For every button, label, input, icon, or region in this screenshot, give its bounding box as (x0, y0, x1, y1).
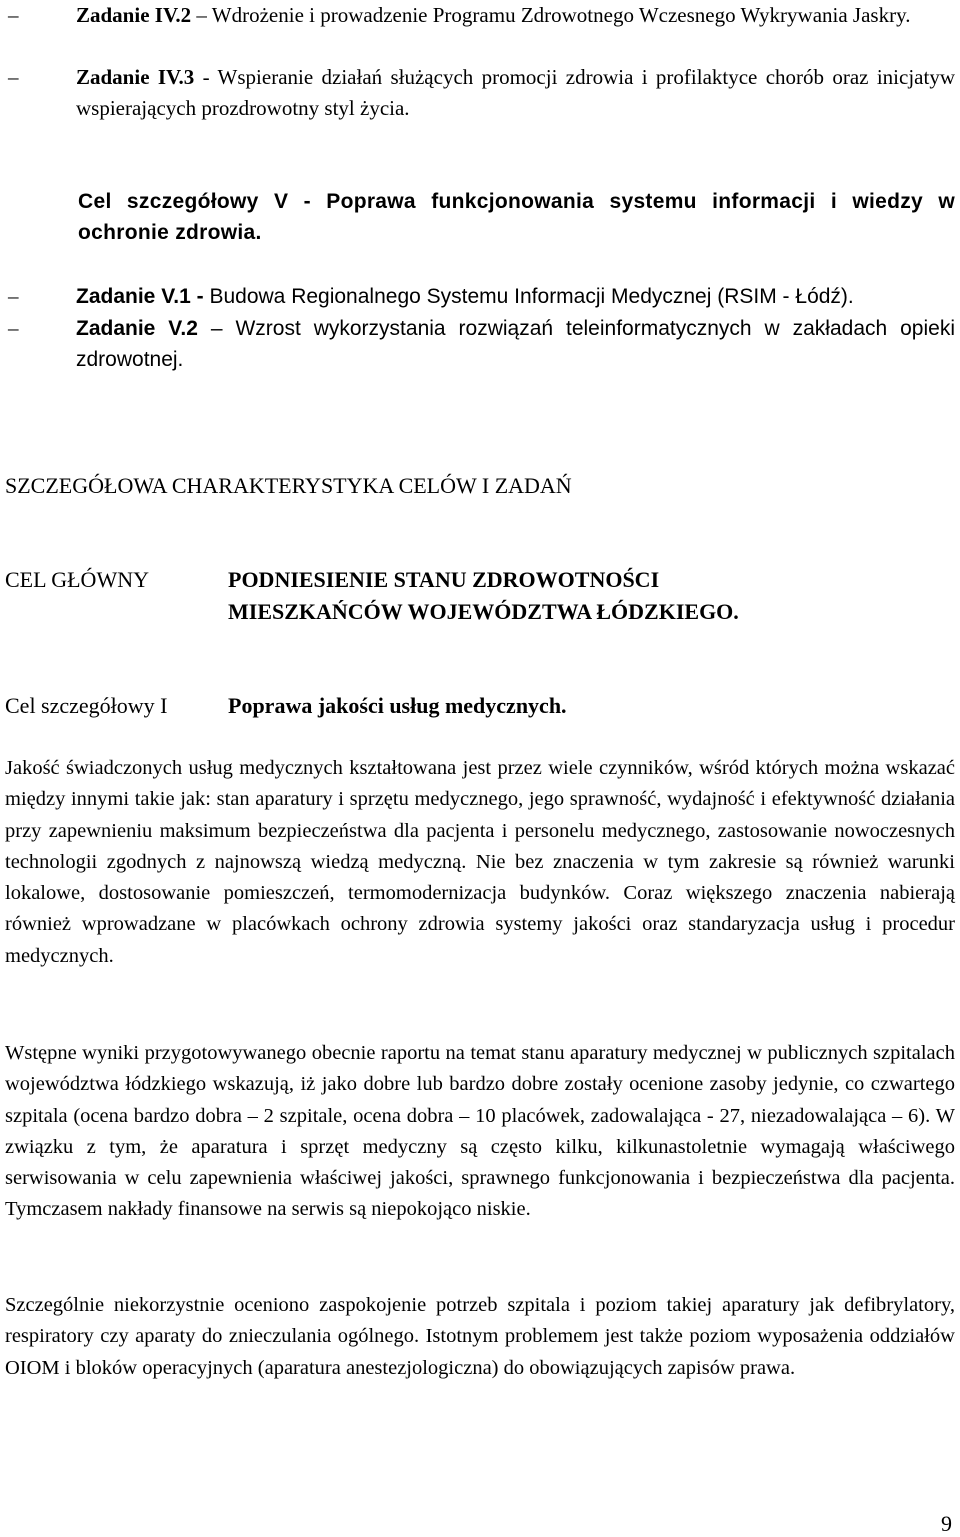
paragraph-3: Szczególnie niekorzystnie oceniono zaspokojenie potrzeb szpitala i poziom takiej aparatury jak defibrylatory, respiratory czy aparaty do znieczulania ogólnego. Istotnym problemem jest także poziom wyposażenia oddziałów OIOM i bloków operacyjnych (aparatura anestezjologiczna) do obowiązujących zapisów prawa. (5, 1294, 955, 1379)
task-separator: - (194, 65, 218, 89)
task-label: Zadanie IV.2 (76, 3, 192, 27)
page-number: 9 (941, 1511, 952, 1536)
cel-szczegolowy-i-label: Cel szczegółowy I (5, 693, 168, 718)
section-title: SZCZEGÓŁOWA CHARAKTERYSTYKA CELÓW I ZADAŃ (5, 473, 572, 498)
cel-glowny-label: CEL GŁÓWNY (5, 567, 149, 592)
task-separator: – (197, 317, 236, 340)
paragraph-1: Jakość świadczonych usług medycznych kształtowana jest przez wiele czynników, wśród których można wskazać między innymi takie jak: stan aparatury i sprzętu medycznego, jego sprawność, wydajność i efektywność działania przy zapewnieniu maksimum bezpieczeństwa dla pacjenta i personelu medycznego, zastosowanie nowoczesnych technologii zgodnych z najnowszą wiedzą medyczną. Nie bez znaczenia w tym zakresie są również warunki lokalowe, dostosowanie pomieszczeń, termomodernizacja budynków. Coraz większego znaczenia nabierają również wprowadzane w placówkach ochrony zdrowia systemy jakości oraz standaryzacja usług i procedur medycznych. (5, 757, 955, 967)
task-label: Zadanie V.1 (76, 285, 191, 308)
cel-glowny-line-2: MIESZKAŃCÓW WOJEWÓDZTWA ŁÓDZKIEGO. (228, 599, 739, 624)
task-label: Zadanie IV.3 (76, 65, 195, 89)
bullet-zadanie-v-2 (0, 313, 955, 375)
task-label: Zadanie V.2 (76, 317, 198, 340)
bullet-zadanie-iv-3 (0, 62, 955, 124)
task-text: Wdrożenie i prowadzenie Programu Zdrowotnego Wczesnego Wykrywania Jaskry. (211, 3, 911, 27)
task-separator: - (190, 285, 210, 308)
cel-szczegolowy-i-text: Poprawa jakości usług medycznych. (228, 693, 567, 718)
bullet-zadanie-v-1 (0, 281, 955, 312)
bullet-dash: – (8, 65, 19, 89)
task-text: Wspieranie działań służących promocji zdrowia i profilaktyce chorób oraz inicjatyw wspierających prozdrowotny styl życia. (76, 65, 955, 120)
bullet-zadanie-iv-2 (0, 0, 955, 31)
task-separator: – (191, 3, 212, 27)
task-text: Budowa Regionalnego Systemu Informacji Medycznej (RSIM - Łódź). (209, 285, 854, 308)
bullet-dash: – (8, 3, 19, 27)
paragraph-2: Wstępne wyniki przygotowywanego obecnie raportu na temat stanu aparatury medycznej w publicznych szpitalach województwa łódzkiego wskazują, iż jako dobre lub bardzo dobre zostały ocenione zasoby jedynie, co czwartego szpitala (ocena bardzo dobra – 2 szpitale, ocena dobra – 10 placówek, zadowalająca - 27, niezadowalająca – 6). W związku z tym, że aparatura i sprzęt medyczny są często kilku, kilkunastoletnie wymagają właściwego serwisowania w celu zapewnienia właściwej jakości, sprawnego funkcjonowania i bezpieczeństwa dla pacjenta. Tymczasem nakłady finansowe na serwis są niepokojąco niskie. (5, 1042, 955, 1221)
task-text: Wzrost wykorzystania rozwiązań teleinformatycznych w zakładach opieki zdrowotnej. (76, 317, 955, 371)
cel-szczegolowy-v-heading: Cel szczegółowy V - Poprawa funkcjonowania systemu informacji i wiedzy w ochronie zdrowia. (78, 190, 955, 244)
bullet-dash: – (8, 316, 19, 340)
bullet-dash: – (8, 284, 19, 308)
cel-glowny-line-1: PODNIESIENIE STANU ZDROWOTNOŚCI (228, 567, 660, 592)
